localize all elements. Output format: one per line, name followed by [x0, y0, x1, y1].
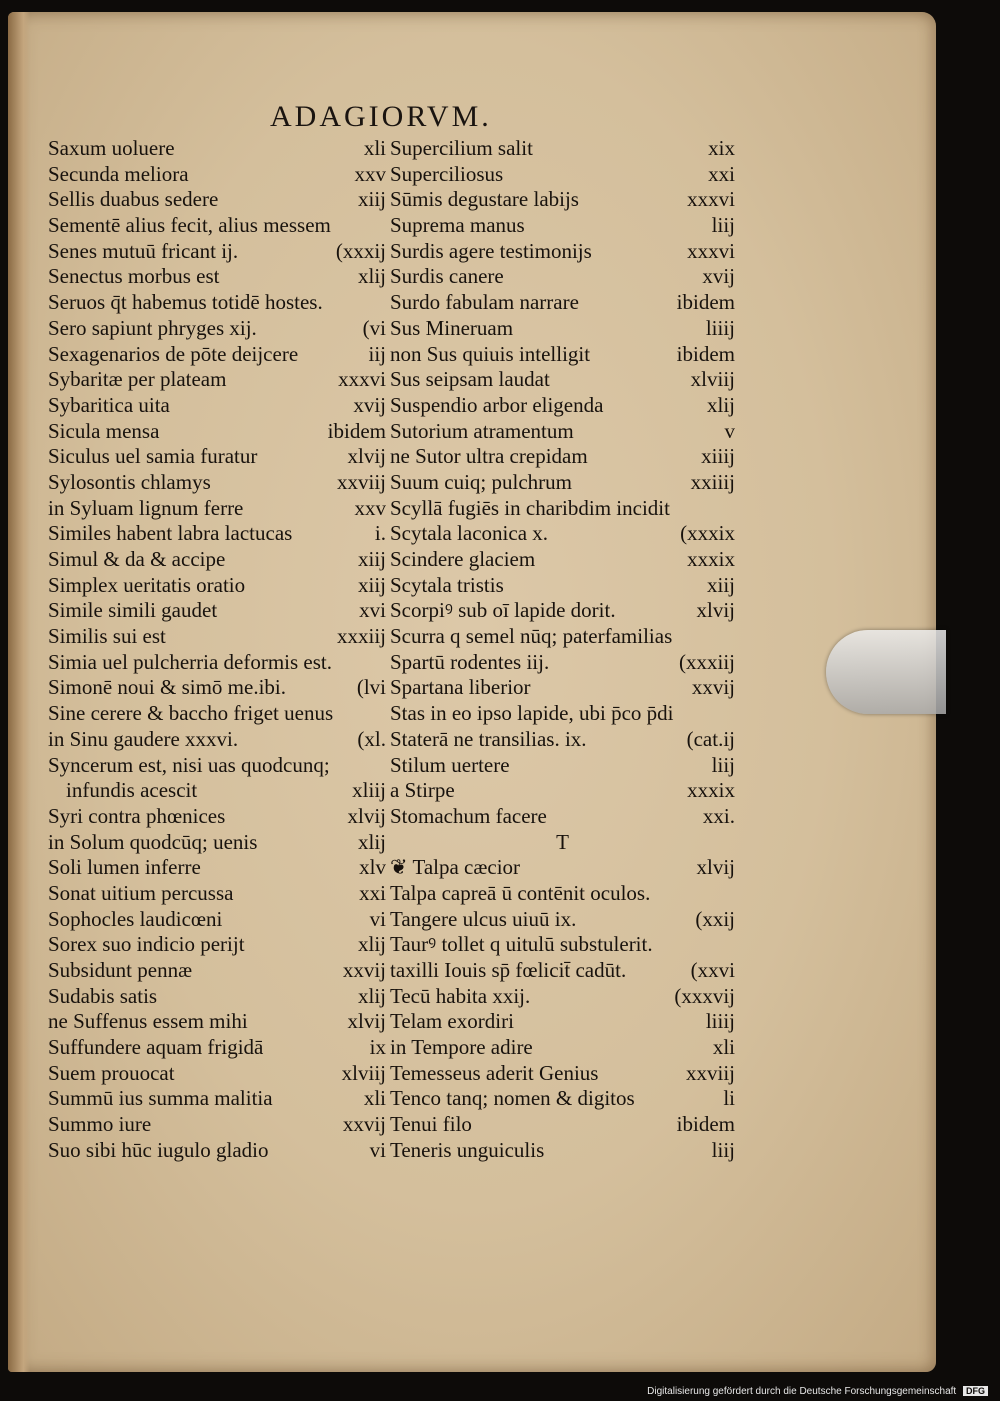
entry-lemma: a Stirpe	[390, 778, 455, 803]
index-entry	[390, 727, 735, 753]
entry-lemma: Sine cerere & baccho friget uenus	[48, 701, 334, 726]
index-entry	[390, 547, 735, 573]
index-entry	[48, 573, 386, 599]
index-entry	[48, 419, 386, 445]
index-entry	[390, 804, 735, 830]
entry-lemma: Sybaritica uita	[48, 392, 170, 417]
entry-reference: (lvi	[356, 675, 386, 700]
entry-reference: xxi.	[702, 803, 735, 828]
entry-lemma: Seruos q̄t habemus totidē hostes.	[48, 290, 323, 315]
entry-lemma: Scurra q semel nūq; paterfamilias	[390, 624, 673, 649]
entry-reference: xxxvi	[687, 187, 735, 212]
entry-reference: xlviij	[341, 1060, 386, 1085]
entry-lemma: Temesseus aderit Genius	[390, 1060, 599, 1085]
entry-reference: xli	[712, 1035, 735, 1060]
entry-reference: xix	[708, 136, 735, 160]
entry-reference: xliij	[352, 778, 386, 803]
entry-lemma: Sicula mensa	[48, 418, 160, 443]
entry-lemma: Surdis canere	[390, 264, 504, 289]
section-letter	[390, 830, 735, 856]
entry-lemma: Suffundere aquam frigidā	[48, 1035, 264, 1060]
entry-lemma: Summū ius summa malitia	[48, 1086, 273, 1111]
entry-reference: ibidem	[327, 418, 386, 443]
entry-lemma: Sus Mineruam	[390, 315, 514, 340]
entry-lemma: Scyllā fugiēs in charibdim incidit	[390, 495, 670, 520]
index-entry	[48, 496, 386, 522]
index-entry	[48, 958, 386, 984]
index-entry	[390, 753, 735, 779]
index-entry	[390, 136, 735, 162]
entry-lemma: Sementē alius fecit, alius messem	[48, 213, 331, 238]
index-entry	[390, 701, 735, 727]
entry-lemma: Suo sibi hūc iugulo gladio	[48, 1137, 269, 1162]
entry-lemma: Simplex ueritatis oratio	[48, 572, 246, 597]
index-entry	[48, 444, 386, 470]
index-entry	[48, 547, 386, 573]
index-entry	[390, 470, 735, 496]
index-entry	[390, 624, 735, 650]
entry-reference: xiij	[357, 572, 386, 597]
index-entry	[48, 650, 386, 676]
index-entry	[390, 521, 735, 547]
index-entry	[48, 830, 386, 856]
entry-reference: (cat.ij	[686, 726, 735, 751]
entry-lemma: infundis acescit	[66, 778, 198, 803]
entry-reference: xvij	[353, 392, 386, 417]
entry-reference: liiij	[705, 1009, 735, 1034]
entry-reference: xvi	[359, 598, 386, 623]
entry-reference: xlvij	[696, 855, 735, 880]
entry-reference: xlvij	[347, 1009, 386, 1034]
entry-lemma: Simia uel pulcherria deformis est.	[48, 649, 333, 674]
entry-lemma: Scindere glaciem	[390, 547, 536, 571]
index-entry	[390, 290, 735, 316]
index-entry	[48, 239, 386, 265]
entry-lemma: Simonē noui & simō me.ibi.	[48, 675, 287, 700]
index-entry	[48, 1061, 386, 1087]
entry-lemma: ne Sutor ultra crepidam	[390, 444, 588, 469]
entry-reference: xxxix	[687, 778, 735, 803]
index-entry	[48, 342, 386, 368]
entry-reference: i.	[374, 521, 386, 546]
entry-lemma: Sus seipsam laudat	[390, 367, 550, 392]
index-entry	[390, 1112, 735, 1138]
entry-reference: xlvij	[347, 444, 386, 469]
entry-lemma: Staterā ne transilias. ix.	[390, 726, 587, 751]
entry-lemma: Syri contra phœnices	[48, 803, 226, 828]
index-entry	[390, 675, 735, 701]
entry-reference: xlij	[357, 829, 386, 854]
entry-lemma: Talpa capreā ū contēnit oculos.	[390, 880, 651, 905]
entry-lemma: Sorex suo indicio perijt	[48, 932, 245, 957]
index-entry	[48, 367, 386, 393]
index-entry	[48, 264, 386, 290]
index-entry	[390, 444, 735, 470]
entry-lemma: Sutorium atramentum	[390, 418, 574, 443]
index-entry	[390, 984, 735, 1010]
index-entry	[390, 213, 735, 239]
entry-lemma: Taurꝰ tollet q uitulū substulerit.	[390, 932, 653, 957]
entry-reference: (xl.	[357, 726, 386, 751]
index-entry	[390, 342, 735, 368]
index-entry	[48, 727, 386, 753]
entry-lemma: Tangere ulcus uiuū ix.	[390, 906, 577, 931]
entry-lemma: Stilum uertere	[390, 752, 510, 777]
index-entry	[390, 598, 735, 624]
entry-reference: (xxij	[695, 906, 735, 931]
index-entry	[48, 881, 386, 907]
entry-lemma: Spartana liberior	[390, 675, 531, 700]
index-entry	[390, 855, 735, 881]
entry-reference: liiij	[705, 315, 735, 340]
entry-reference: ix	[369, 1035, 386, 1060]
entry-reference: ibidem	[676, 290, 735, 315]
index-entry	[48, 393, 386, 419]
page-holder-clip	[826, 630, 946, 714]
index-entry	[390, 1035, 735, 1061]
entry-reference: xxv	[354, 495, 386, 520]
dfg-logo: DFG	[963, 1386, 988, 1396]
entry-lemma: Sudabis satis	[48, 983, 158, 1008]
index-entry	[390, 419, 735, 445]
entry-lemma: taxilli Iouis sp̄ fœlicit̄ cadūt.	[390, 958, 627, 982]
entry-lemma: Scytala tristis	[390, 572, 504, 597]
index-entry	[48, 624, 386, 650]
entry-lemma: in Syluam lignum ferre	[48, 495, 244, 520]
entry-lemma: in Tempore adire	[390, 1035, 533, 1060]
entry-reference: xlij	[357, 983, 386, 1008]
entry-lemma: Sophocles laudicœni	[48, 906, 223, 931]
entry-reference: xxvij	[691, 675, 735, 700]
entry-reference: ibidem	[676, 341, 735, 366]
index-entry	[390, 778, 735, 804]
entry-lemma: T	[556, 829, 569, 854]
index-column-left	[48, 136, 386, 1164]
entry-lemma: Teneris unguiculis	[390, 1137, 545, 1162]
entry-lemma: in Solum quodcūq; uenis	[48, 829, 258, 854]
entry-lemma: Sellis duabus sedere	[48, 187, 219, 212]
entry-lemma: Sexagenarios de pōte deijcere	[48, 341, 299, 366]
index-entry	[48, 984, 386, 1010]
entry-lemma: Sylosontis chlamys	[48, 469, 211, 494]
index-entry	[48, 701, 386, 727]
entry-reference: xxviij	[685, 1060, 735, 1085]
index-entry	[390, 367, 735, 393]
index-entry	[390, 162, 735, 188]
entry-lemma: Surdis agere testimonijs	[390, 238, 592, 263]
index-entry	[48, 1138, 386, 1164]
index-entry	[390, 316, 735, 342]
index-column-right	[390, 136, 735, 1164]
index-entry	[390, 650, 735, 676]
entry-lemma: Sybaritæ per plateam	[48, 367, 227, 392]
index-entry	[390, 1061, 735, 1087]
index-entry	[390, 239, 735, 265]
index-entry	[48, 675, 386, 701]
index-entry	[48, 136, 386, 162]
index-entry	[48, 187, 386, 213]
entry-lemma: in Sinu gaudere xxxvi.	[48, 726, 239, 751]
entry-lemma: Similis sui est	[48, 624, 166, 649]
entry-reference: xxxix	[687, 547, 735, 571]
index-entry	[48, 598, 386, 624]
entry-reference: (vi	[362, 315, 386, 340]
index-entry	[48, 804, 386, 830]
entry-lemma: Scytala laconica x.	[390, 521, 549, 546]
index-entry	[390, 907, 735, 933]
entry-reference: v	[724, 418, 735, 443]
index-entry	[390, 958, 735, 984]
entry-lemma: Tenco tanq; nomen & digitos	[390, 1086, 635, 1111]
entry-reference: xxiiij	[690, 469, 735, 494]
entry-lemma: Stas in eo ipso lapide, ubi p̄co p̄di	[390, 701, 674, 726]
entry-lemma: Syncerum est, nisi uas quodcunq;	[48, 752, 330, 777]
entry-reference: vi	[369, 906, 386, 931]
entry-reference: xxvij	[342, 958, 386, 982]
running-header: ADAGIORVM.	[270, 100, 492, 133]
entry-reference: vi	[369, 1137, 386, 1162]
entry-reference: (xxvi	[690, 958, 735, 982]
entry-reference: xxv	[354, 161, 386, 186]
index-entry	[390, 264, 735, 290]
index-entry	[48, 290, 386, 316]
entry-reference: xxi	[708, 161, 735, 186]
entry-reference: xlviij	[690, 367, 735, 392]
entry-lemma: Senes mutuū fricant ij.	[48, 238, 239, 263]
entry-reference: ibidem	[676, 1112, 735, 1137]
entry-reference: xiij	[357, 187, 386, 212]
entry-reference: liij	[711, 752, 735, 777]
index-entry	[390, 1086, 735, 1112]
entry-reference: xiiij	[701, 444, 735, 469]
index-entry	[390, 1138, 735, 1164]
entry-lemma: Suem prouocat	[48, 1060, 175, 1085]
index-entry	[48, 470, 386, 496]
entry-reference: xxviij	[336, 469, 386, 494]
entry-lemma: Simul & da & accipe	[48, 547, 226, 571]
digitization-credit	[647, 1386, 988, 1397]
entry-reference: xlvij	[347, 803, 386, 828]
page-spine-shadow	[8, 12, 30, 1372]
entry-reference: liij	[711, 1137, 735, 1162]
entry-lemma: Tecū habita xxij.	[390, 983, 531, 1008]
entry-lemma: Sonat uitium percussa	[48, 880, 234, 905]
entry-lemma: Telam exordiri	[390, 1009, 514, 1034]
entry-reference: (xxxiij	[679, 649, 735, 674]
entry-reference: xxi	[359, 880, 386, 905]
entry-reference: xlij	[357, 264, 386, 289]
entry-lemma: Tenui filo	[390, 1112, 472, 1137]
entry-reference: xli	[363, 1086, 386, 1111]
entry-reference: xlvij	[696, 598, 735, 623]
entry-lemma: Siculus uel samia furatur	[48, 444, 258, 469]
entry-lemma: Supercilium salit	[390, 136, 533, 160]
index-entry	[390, 496, 735, 522]
entry-reference: xxxvi	[338, 367, 386, 392]
entry-reference: xvij	[702, 264, 735, 289]
index-entry	[390, 932, 735, 958]
index-entry	[390, 393, 735, 419]
entry-reference: xlij	[706, 392, 735, 417]
index-entry	[390, 187, 735, 213]
index-entry	[48, 162, 386, 188]
index-entry	[48, 907, 386, 933]
index-entry	[48, 932, 386, 958]
index-entry	[390, 1009, 735, 1035]
index-entry	[48, 753, 386, 779]
index-entry	[48, 1112, 386, 1138]
entry-reference: liij	[711, 213, 735, 238]
index-entry	[48, 1035, 386, 1061]
entry-lemma: Superciliosus	[390, 161, 504, 186]
entry-lemma: Scorpiꝰ sub oī lapide dorit.	[390, 598, 616, 623]
entry-reference: xxxvi	[687, 238, 735, 263]
entry-lemma: Sūmis degustare labijs	[390, 187, 579, 212]
index-entry	[48, 521, 386, 547]
entry-reference: li	[723, 1086, 735, 1111]
entry-lemma: Soli lumen inferre	[48, 855, 201, 880]
entry-lemma: Sero sapiunt phryges xij.	[48, 315, 257, 340]
entry-lemma: Senectus morbus est	[48, 264, 220, 289]
entry-lemma: Saxum uoluere	[48, 136, 175, 160]
entry-lemma: Simile simili gaudet	[48, 598, 218, 623]
entry-lemma: Summo iure	[48, 1112, 152, 1137]
index-entry	[48, 213, 386, 239]
credit-text: Digitalisierung gefördert durch die Deutsche Forschungsgemeinschaft	[647, 1386, 957, 1397]
entry-lemma: Subsidunt pennæ	[48, 958, 193, 982]
index-entry	[48, 316, 386, 342]
index-entry	[48, 855, 386, 881]
entry-reference: xxvij	[342, 1112, 386, 1137]
entry-lemma: Secunda meliora	[48, 161, 189, 186]
entry-lemma: Surdo fabulam narrare	[390, 290, 579, 315]
entry-lemma: Spartū rodentes iij.	[390, 649, 550, 674]
entry-lemma: ❦ Talpa cæcior	[390, 855, 521, 880]
entry-lemma: Stomachum facere	[390, 803, 547, 828]
entry-lemma: Suspendio arbor eligenda	[390, 392, 604, 417]
entry-lemma: Suprema manus	[390, 213, 525, 238]
entry-reference: xiij	[706, 572, 735, 597]
entry-reference: xlv	[359, 855, 386, 880]
entry-lemma: Suum cuiq; pulchrum	[390, 469, 572, 494]
entry-reference: xxxiij	[336, 624, 386, 649]
entry-lemma: non Sus quiuis intelligit	[390, 341, 591, 366]
entry-reference: xlij	[357, 932, 386, 957]
index-entry	[390, 573, 735, 599]
entry-reference: (xxxix	[680, 521, 735, 546]
entry-lemma: Similes habent labra lactucas	[48, 521, 293, 546]
entry-lemma: ne Suffenus essem mihi	[48, 1009, 248, 1034]
entry-reference: (xxxij	[335, 238, 386, 263]
entry-reference: xli	[363, 136, 386, 160]
entry-reference: (xxxvij	[674, 983, 735, 1008]
index-entry	[48, 1009, 386, 1035]
entry-reference: xiij	[357, 547, 386, 571]
index-entry	[48, 778, 386, 804]
index-entry	[48, 1086, 386, 1112]
index-entry	[390, 881, 735, 907]
entry-reference: iij	[368, 341, 386, 366]
